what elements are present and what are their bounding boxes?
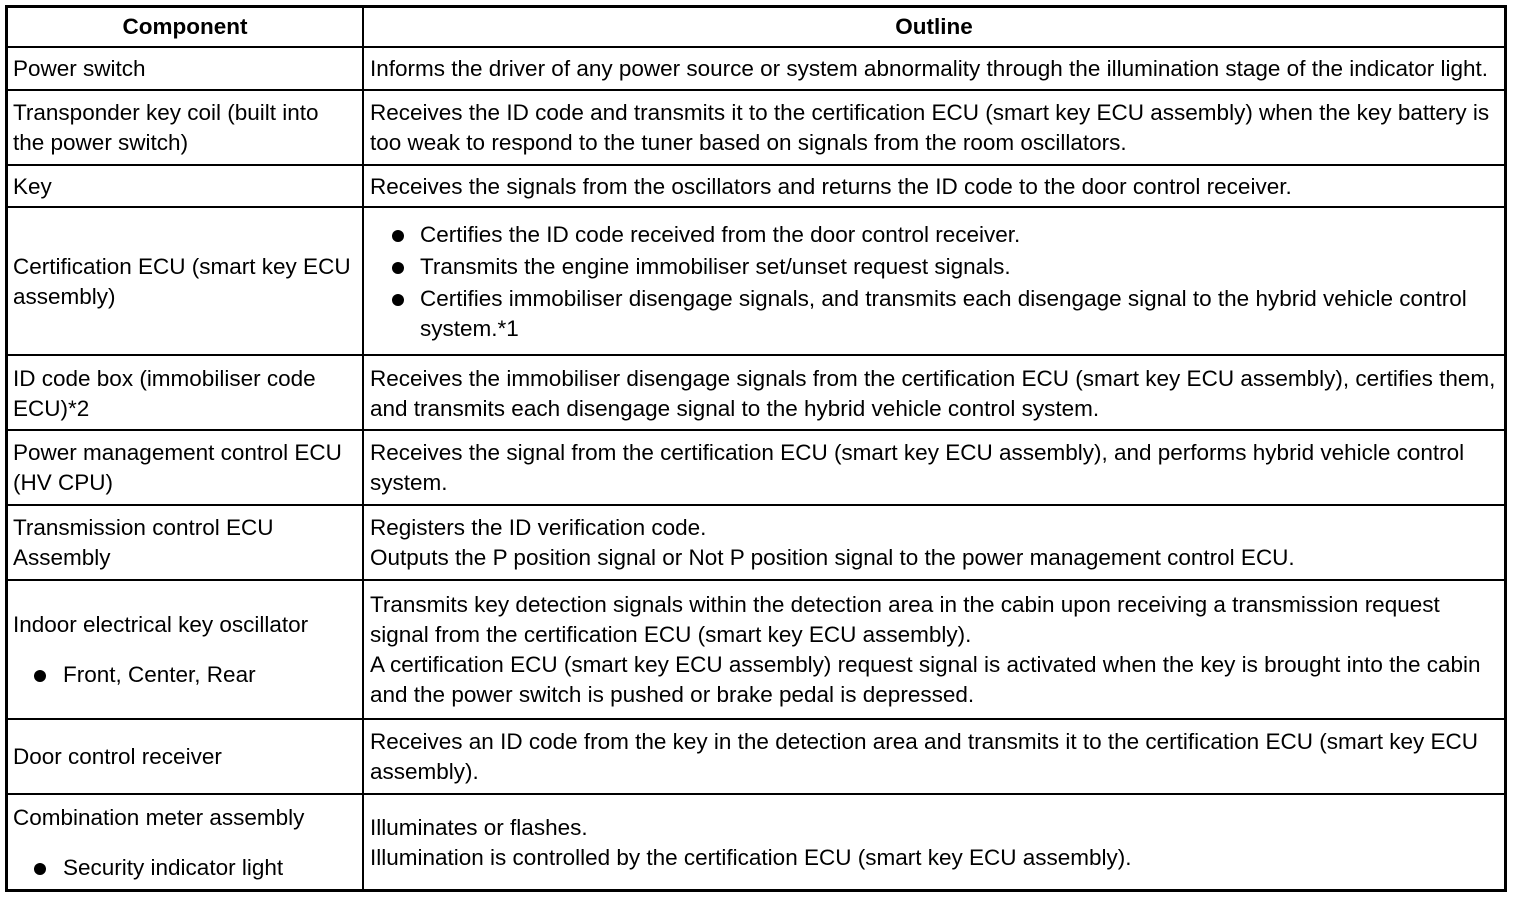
table-row: [8, 90, 1504, 165]
sub-bullet-text: Security indicator light: [63, 854, 284, 880]
component-cell: [8, 794, 363, 889]
component-name: Combination meter assembly: [13, 804, 305, 830]
bullet-icon: [392, 294, 404, 306]
table-row: [8, 47, 1504, 90]
component-cell: Power switch: [8, 47, 363, 90]
component-cell: Key: [8, 165, 363, 208]
component-outline-table: [5, 5, 1507, 892]
list-item: [370, 252, 1498, 282]
table-row: [8, 355, 1504, 430]
outline-cell: [363, 580, 1504, 719]
component-cell: Power management control ECU (HV CPU): [8, 430, 363, 505]
table-row: [8, 165, 1504, 208]
table-row: [8, 580, 1504, 719]
outline-line: A certification ECU (smart key ECU assembly) request signal is activated when the key is brought into the cabin and the power switch is pushed or brake pedal is depressed.: [370, 652, 1481, 708]
table-row: [8, 430, 1504, 505]
bullet-icon: [34, 670, 46, 682]
outline-line: Illuminates or flashes.: [370, 814, 588, 840]
table-row: [8, 719, 1504, 794]
component-sub-bullet: [13, 660, 356, 690]
component-cell: Door control receiver: [8, 719, 363, 794]
outline-cell: [363, 207, 1504, 355]
outline-bullet-list: [370, 220, 1498, 344]
component-cell: Transmission control ECU Assembly: [8, 505, 363, 580]
outline-cell: Receives the signals from the oscillators and returns the ID code to the door control receiver.: [363, 165, 1504, 208]
list-item: [370, 284, 1498, 344]
component-cell: [8, 580, 363, 719]
outline-line: Registers the ID verification code.: [370, 515, 707, 541]
outline-cell: Receives the ID code and transmits it to the certification ECU (smart key ECU assembly) when the key battery is too weak to respond to the tuner based on signals from the room oscillators.: [363, 90, 1504, 165]
outline-line: Transmits key detection signals within the detection area in the cabin upon receiving a transmission request signal from the certification ECU (smart key ECU assembly).: [370, 592, 1440, 648]
table-row: [8, 794, 1504, 889]
bullet-text: Certifies the ID code received from the door control receiver.: [420, 222, 1021, 248]
bullet-text: Certifies immobiliser disengage signals, and transmits each disengage signal to the hybrid vehicle control system.*1: [420, 286, 1467, 342]
component-cell: Certification ECU (smart key ECU assembly): [8, 207, 363, 355]
component-cell: Transponder key coil (built into the power switch): [8, 90, 363, 165]
table: [8, 8, 1504, 889]
bullet-text: Transmits the engine immobiliser set/unset request signals.: [420, 254, 1011, 280]
component-cell: ID code box (immobiliser code ECU)*2: [8, 355, 363, 430]
component-sub-bullet: [13, 853, 356, 883]
bullet-icon: [34, 863, 46, 875]
bullet-icon: [392, 230, 404, 242]
header-component: Component: [8, 8, 363, 47]
table-row: [8, 505, 1504, 580]
outline-cell: Receives the signal from the certification ECU (smart key ECU assembly), and performs hybrid vehicle control system.: [363, 430, 1504, 505]
header-outline: Outline: [363, 8, 1504, 47]
outline-line: Illumination is controlled by the certification ECU (smart key ECU assembly).: [370, 844, 1132, 870]
outline-cell: Informs the driver of any power source or system abnormality through the illumination stage of the indicator light.: [363, 47, 1504, 90]
outline-line: Outputs the P position signal or Not P position signal to the power management control ECU.: [370, 545, 1295, 571]
list-item: [370, 220, 1498, 250]
outline-cell: Receives an ID code from the key in the detection area and transmits it to the certification ECU (smart key ECU assembly).: [363, 719, 1504, 794]
outline-cell: [363, 794, 1504, 889]
outline-cell: [363, 505, 1504, 580]
header-row: [8, 8, 1504, 47]
table-row: [8, 207, 1504, 355]
sub-bullet-text: Front, Center, Rear: [63, 662, 256, 688]
component-name: Indoor electrical key oscillator: [13, 612, 309, 638]
bullet-icon: [392, 262, 404, 274]
outline-cell: Receives the immobiliser disengage signals from the certification ECU (smart key ECU assembly), certifies them, and transmits each disengage signal to the hybrid vehicle control system.: [363, 355, 1504, 430]
